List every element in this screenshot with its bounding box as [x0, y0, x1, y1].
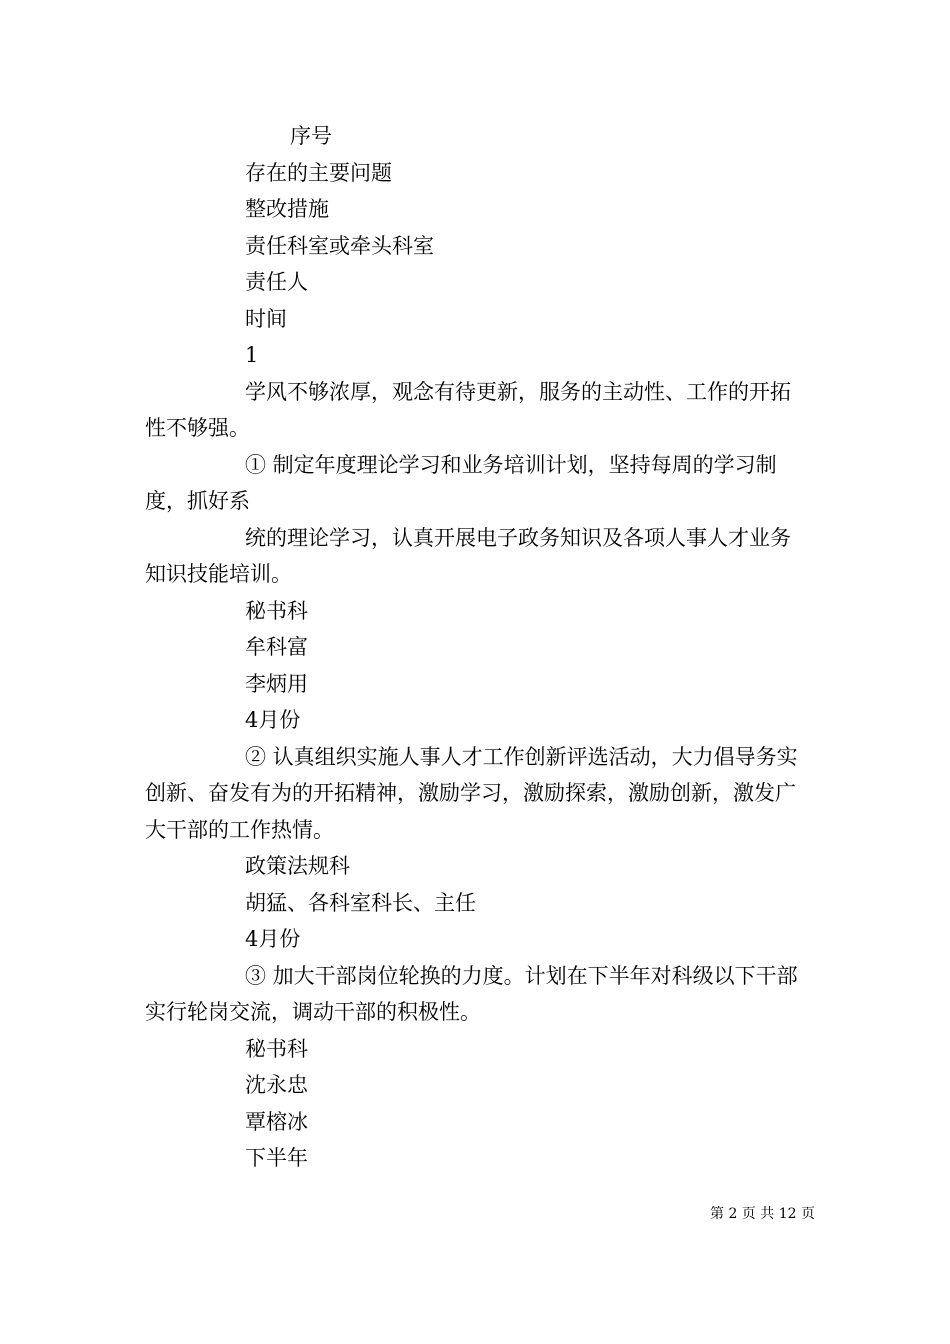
measure-1-text: ① 制定年度理论学习和业务培训计划，坚持每周的学习制度，抓好系 — [145, 452, 777, 513]
measure-2-persons: 胡猛、各科室科长、主任 — [245, 890, 476, 915]
measure-3-time: 下半年 — [245, 1146, 308, 1170]
header-main-problems: 存在的主要问题 — [245, 160, 392, 185]
header-rectification-measures: 整改措施 — [245, 197, 329, 221]
row-serial-number: 1 — [245, 343, 259, 367]
header-time: 时间 — [245, 306, 287, 331]
measure-3-person-1: 沈永忠 — [245, 1073, 308, 1097]
document-body — [145, 118, 810, 1177]
measure-3-department: 秘书科 — [245, 1036, 308, 1061]
measure-1-department: 秘书科 — [245, 598, 308, 623]
measure-2-text: ② 认真组织实施人事人才工作创新评选活动，大力倡导务实创新、奋发有为的开拓精神，激励学习，激励探索，激励创新，激发广大干部的工作热情。 — [145, 744, 798, 842]
problem-text: 学风不够浓厚，观念有待更新，服务的主动性、工作的开拓性不够强。 — [145, 379, 791, 440]
measure-1-time: 4月份 — [245, 708, 301, 732]
header-responsible-person: 责任人 — [245, 270, 308, 294]
header-responsible-department: 责任科室或牵头科室 — [245, 233, 434, 258]
measure-2-department: 政策法规科 — [245, 854, 350, 878]
measure-1-person-2: 李炳用 — [245, 671, 308, 696]
page-number-footer: 第 2 页 共 12 页 — [710, 1206, 815, 1222]
measure-1-continuation: 统的理论学习，认真开展电子政务知识及各项人事人才业务知识技能培训。 — [145, 525, 791, 586]
measure-3-person-2: 覃榕冰 — [245, 1109, 308, 1134]
measure-1-person-1: 牟科富 — [245, 635, 308, 659]
measure-2-time: 4月份 — [245, 927, 301, 951]
header-serial-number: 序号 — [290, 124, 332, 148]
measure-3-text: ③ 加大干部岗位轮换的力度。计划在下半年对科级以下干部实行轮岗交流，调动干部的积极性。 — [145, 963, 798, 1024]
